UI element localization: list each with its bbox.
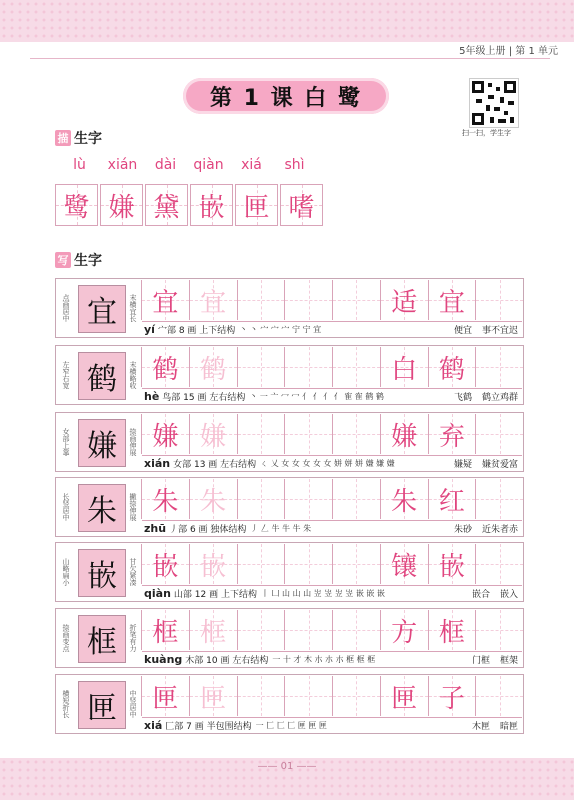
model-char: 嫌 (78, 419, 126, 467)
writing-grid (141, 347, 523, 387)
right-tip: 折笔有力 (129, 624, 137, 652)
recognize-char-grid (55, 184, 325, 226)
writing-cell[interactable] (332, 280, 380, 320)
pinyin: lù (73, 157, 86, 173)
writing-cell[interactable] (237, 479, 285, 519)
writing-cell[interactable] (284, 280, 332, 320)
word: 事不宜迟 (481, 326, 518, 336)
writing-cell[interactable]: 朱 (380, 479, 428, 519)
char-desc: 山部 12 画 上下结构 (173, 590, 257, 600)
writing-cell[interactable] (237, 414, 285, 454)
section-label: 生字 (74, 253, 102, 269)
word: 暗匣 (499, 722, 518, 732)
writing-cell[interactable]: 匣 (141, 676, 189, 716)
writing-cell[interactable]: 框 (189, 610, 237, 650)
char-desc: 女部 13 画 左右结构 (173, 460, 257, 470)
writing-grid (141, 676, 523, 716)
writing-cell[interactable] (237, 676, 285, 716)
unit-label: 第 1 单元 (515, 46, 558, 57)
writing-cell[interactable]: 嫌 (189, 414, 237, 454)
left-tip: 左窄右宽 (62, 361, 70, 389)
writing-cell[interactable] (284, 610, 332, 650)
pinyin: xiá (241, 157, 262, 173)
word: 门框 (471, 656, 490, 666)
example-words (454, 522, 522, 535)
writing-cell[interactable]: 框 (141, 610, 189, 650)
char-cell[interactable]: 嵌 (190, 184, 233, 226)
stroke-order: 一 匚 匚 匚 匣 匣 匣 (255, 721, 327, 730)
left-tip: 山略扁小 (62, 558, 70, 586)
writing-cell[interactable] (332, 347, 380, 387)
char-info (142, 321, 522, 337)
writing-cell[interactable] (284, 347, 332, 387)
example-words (472, 587, 522, 600)
word: 便宜 (453, 326, 472, 336)
writing-cell[interactable] (284, 544, 332, 584)
header-rule (30, 58, 550, 59)
right-tip: 捺画伸展 (129, 428, 137, 456)
pinyin: qiàn (193, 157, 224, 173)
practice-row (55, 608, 524, 668)
writing-cell[interactable] (284, 676, 332, 716)
writing-cell[interactable]: 子 (428, 676, 476, 716)
stroke-order: 丶 一 亠 冖 冖 亻 亻 亻 亻 隺 隺 鹤 鹤 (249, 392, 384, 401)
qr-caption: 扫一扫，学生字 (462, 129, 511, 137)
right-tip: 末横宜长 (129, 294, 137, 322)
right-tip: 中竖居中 (129, 690, 137, 718)
model-char: 嵌 (78, 549, 126, 597)
right-tip: 撇捺伸展 (129, 493, 137, 521)
writing-grid (141, 414, 523, 454)
left-tip: 点画居中 (62, 294, 70, 322)
qr-code-icon[interactable] (469, 78, 519, 128)
char-desc: 木部 10 画 左右结构 (185, 656, 269, 666)
char-info (142, 585, 522, 601)
writing-cell[interactable]: 宜 (141, 280, 189, 320)
writing-grid (141, 610, 523, 650)
grade-label: 5年级上册 (459, 46, 506, 57)
writing-cell[interactable] (284, 414, 332, 454)
lesson-title: 第 1 课 白 鹭 (183, 78, 389, 114)
char-cell[interactable]: 黛 (145, 184, 188, 226)
char-desc: 宀部 8 画 上下结构 (157, 326, 236, 336)
stroke-order: 丶 丶 宀 宀 宀 宁 宁 宜 (239, 325, 322, 334)
practice-row (55, 345, 524, 405)
char-pinyin: qiàn (144, 587, 171, 600)
writing-cell[interactable] (332, 676, 380, 716)
writing-cell[interactable]: 镶 (380, 544, 428, 584)
word: 嵌入 (499, 590, 518, 600)
left-tip: 长竖居中 (62, 493, 70, 521)
right-tip: 末横略收 (129, 361, 137, 389)
example-words (472, 719, 522, 732)
writing-cell[interactable]: 朱 (141, 479, 189, 519)
writing-cell[interactable]: 嵌 (141, 544, 189, 584)
char-info (142, 455, 522, 471)
writing-cell[interactable] (237, 347, 285, 387)
writing-cell[interactable] (475, 280, 523, 320)
practice-row (55, 278, 524, 338)
writing-cell[interactable] (475, 610, 523, 650)
writing-cell[interactable] (332, 479, 380, 519)
char-desc: 鸟部 15 画 左右结构 (162, 393, 246, 403)
trace-badge-icon: 描 (55, 130, 71, 146)
left-tip: 女部上靠 (62, 428, 70, 456)
word: 朱砂 (453, 525, 472, 535)
writing-cell[interactable]: 白 (380, 347, 428, 387)
writing-cell[interactable]: 方 (380, 610, 428, 650)
model-char: 鹤 (78, 352, 126, 400)
pinyin: shì (284, 157, 305, 173)
writing-grid (141, 280, 523, 320)
stroke-order: 丨 凵 山 山 山 岦 岦 岦 岦 嵌 嵌 嵌 (260, 589, 385, 598)
left-tip: 捺画变点 (62, 624, 70, 652)
left-tip: 横短折长 (62, 690, 70, 718)
practice-row (55, 542, 524, 602)
header-info: 5年级上册 | 第 1 单元 (459, 46, 558, 57)
section-label: 生字 (74, 131, 102, 147)
char-cell[interactable]: 嗜 (280, 184, 323, 226)
writing-grid (141, 479, 523, 519)
writing-cell[interactable]: 鹤 (189, 347, 237, 387)
writing-cell[interactable]: 嵌 (428, 544, 476, 584)
writing-cell[interactable] (332, 610, 380, 650)
section-write-header (55, 250, 102, 270)
writing-cell[interactable]: 适 (380, 280, 428, 320)
writing-cell[interactable] (237, 280, 285, 320)
writing-cell[interactable]: 匣 (189, 676, 237, 716)
writing-cell[interactable]: 嫌 (141, 414, 189, 454)
char-pinyin: xián (144, 457, 171, 470)
example-words (454, 323, 522, 336)
pinyin: xián (107, 157, 138, 173)
writing-cell[interactable] (475, 676, 523, 716)
example-words (454, 457, 522, 470)
practice-row (55, 674, 524, 734)
model-char: 朱 (78, 484, 126, 532)
section-recognize-header (55, 128, 102, 148)
writing-cell[interactable] (475, 414, 523, 454)
writing-grid (141, 544, 523, 584)
char-cell[interactable]: 匣 (235, 184, 278, 226)
char-cell[interactable]: 鹭 (55, 184, 98, 226)
writing-cell[interactable]: 嵌 (189, 544, 237, 584)
char-pinyin: yí (144, 323, 155, 336)
writing-cell[interactable]: 弃 (428, 414, 476, 454)
writing-cell[interactable]: 框 (428, 610, 476, 650)
right-tip: 甘欠紧凑 (129, 558, 137, 586)
word: 近朱者赤 (481, 525, 518, 535)
writing-cell[interactable] (237, 610, 285, 650)
word: 嫌疑 (453, 460, 472, 470)
writing-cell[interactable] (475, 479, 523, 519)
writing-cell[interactable] (284, 479, 332, 519)
word: 鹤立鸡群 (481, 393, 518, 403)
page-number: —— 01 —— (257, 761, 317, 772)
top-decorative-band (0, 0, 574, 42)
writing-cell[interactable] (332, 414, 380, 454)
word: 框架 (499, 656, 518, 666)
writing-cell[interactable]: 宜 (189, 280, 237, 320)
practice-row (55, 412, 524, 472)
stroke-order: 丿 𠃋 牛 牛 牛 朱 (250, 524, 312, 533)
model-char: 匣 (78, 681, 126, 729)
writing-cell[interactable] (475, 544, 523, 584)
word: 嫌贫爱富 (481, 460, 518, 470)
model-char: 宜 (78, 285, 126, 333)
practice-row (55, 477, 524, 537)
char-pinyin: hè (144, 390, 160, 403)
recognize-pinyin-row (58, 157, 328, 177)
stroke-order: 一 十 才 木 朩 朩 朩 框 框 框 (272, 655, 376, 664)
char-pinyin: zhū (144, 522, 167, 535)
writing-cell[interactable]: 红 (428, 479, 476, 519)
char-pinyin: xiá (144, 719, 163, 732)
writing-cell[interactable]: 匣 (380, 676, 428, 716)
writing-cell[interactable]: 朱 (189, 479, 237, 519)
example-words (454, 390, 522, 403)
writing-cell[interactable]: 宜 (428, 280, 476, 320)
writing-cell[interactable] (237, 544, 285, 584)
stroke-order: ㄑ 乂 女 女 女 女 女 姘 姘 姘 嫌 嫌 嫌 (260, 459, 395, 468)
writing-cell[interactable]: 嫌 (380, 414, 428, 454)
example-words (472, 653, 522, 666)
char-cell[interactable]: 嫌 (100, 184, 143, 226)
char-desc: 匚部 7 画 半包围结构 (165, 722, 252, 732)
model-char: 框 (78, 615, 126, 663)
writing-cell[interactable] (475, 347, 523, 387)
word: 飞鹤 (453, 393, 472, 403)
char-desc: 丿部 6 画 独体结构 (169, 525, 247, 535)
char-info (142, 651, 522, 667)
writing-cell[interactable]: 鹤 (428, 347, 476, 387)
char-info (142, 717, 522, 733)
word: 木匣 (471, 722, 490, 732)
pinyin: dài (154, 157, 177, 173)
char-info (142, 520, 522, 536)
writing-cell[interactable]: 鹤 (141, 347, 189, 387)
word: 嵌合 (471, 590, 490, 600)
write-badge-icon: 写 (55, 252, 71, 268)
writing-cell[interactable] (332, 544, 380, 584)
char-pinyin: kuàng (144, 653, 183, 666)
char-info (142, 388, 522, 404)
